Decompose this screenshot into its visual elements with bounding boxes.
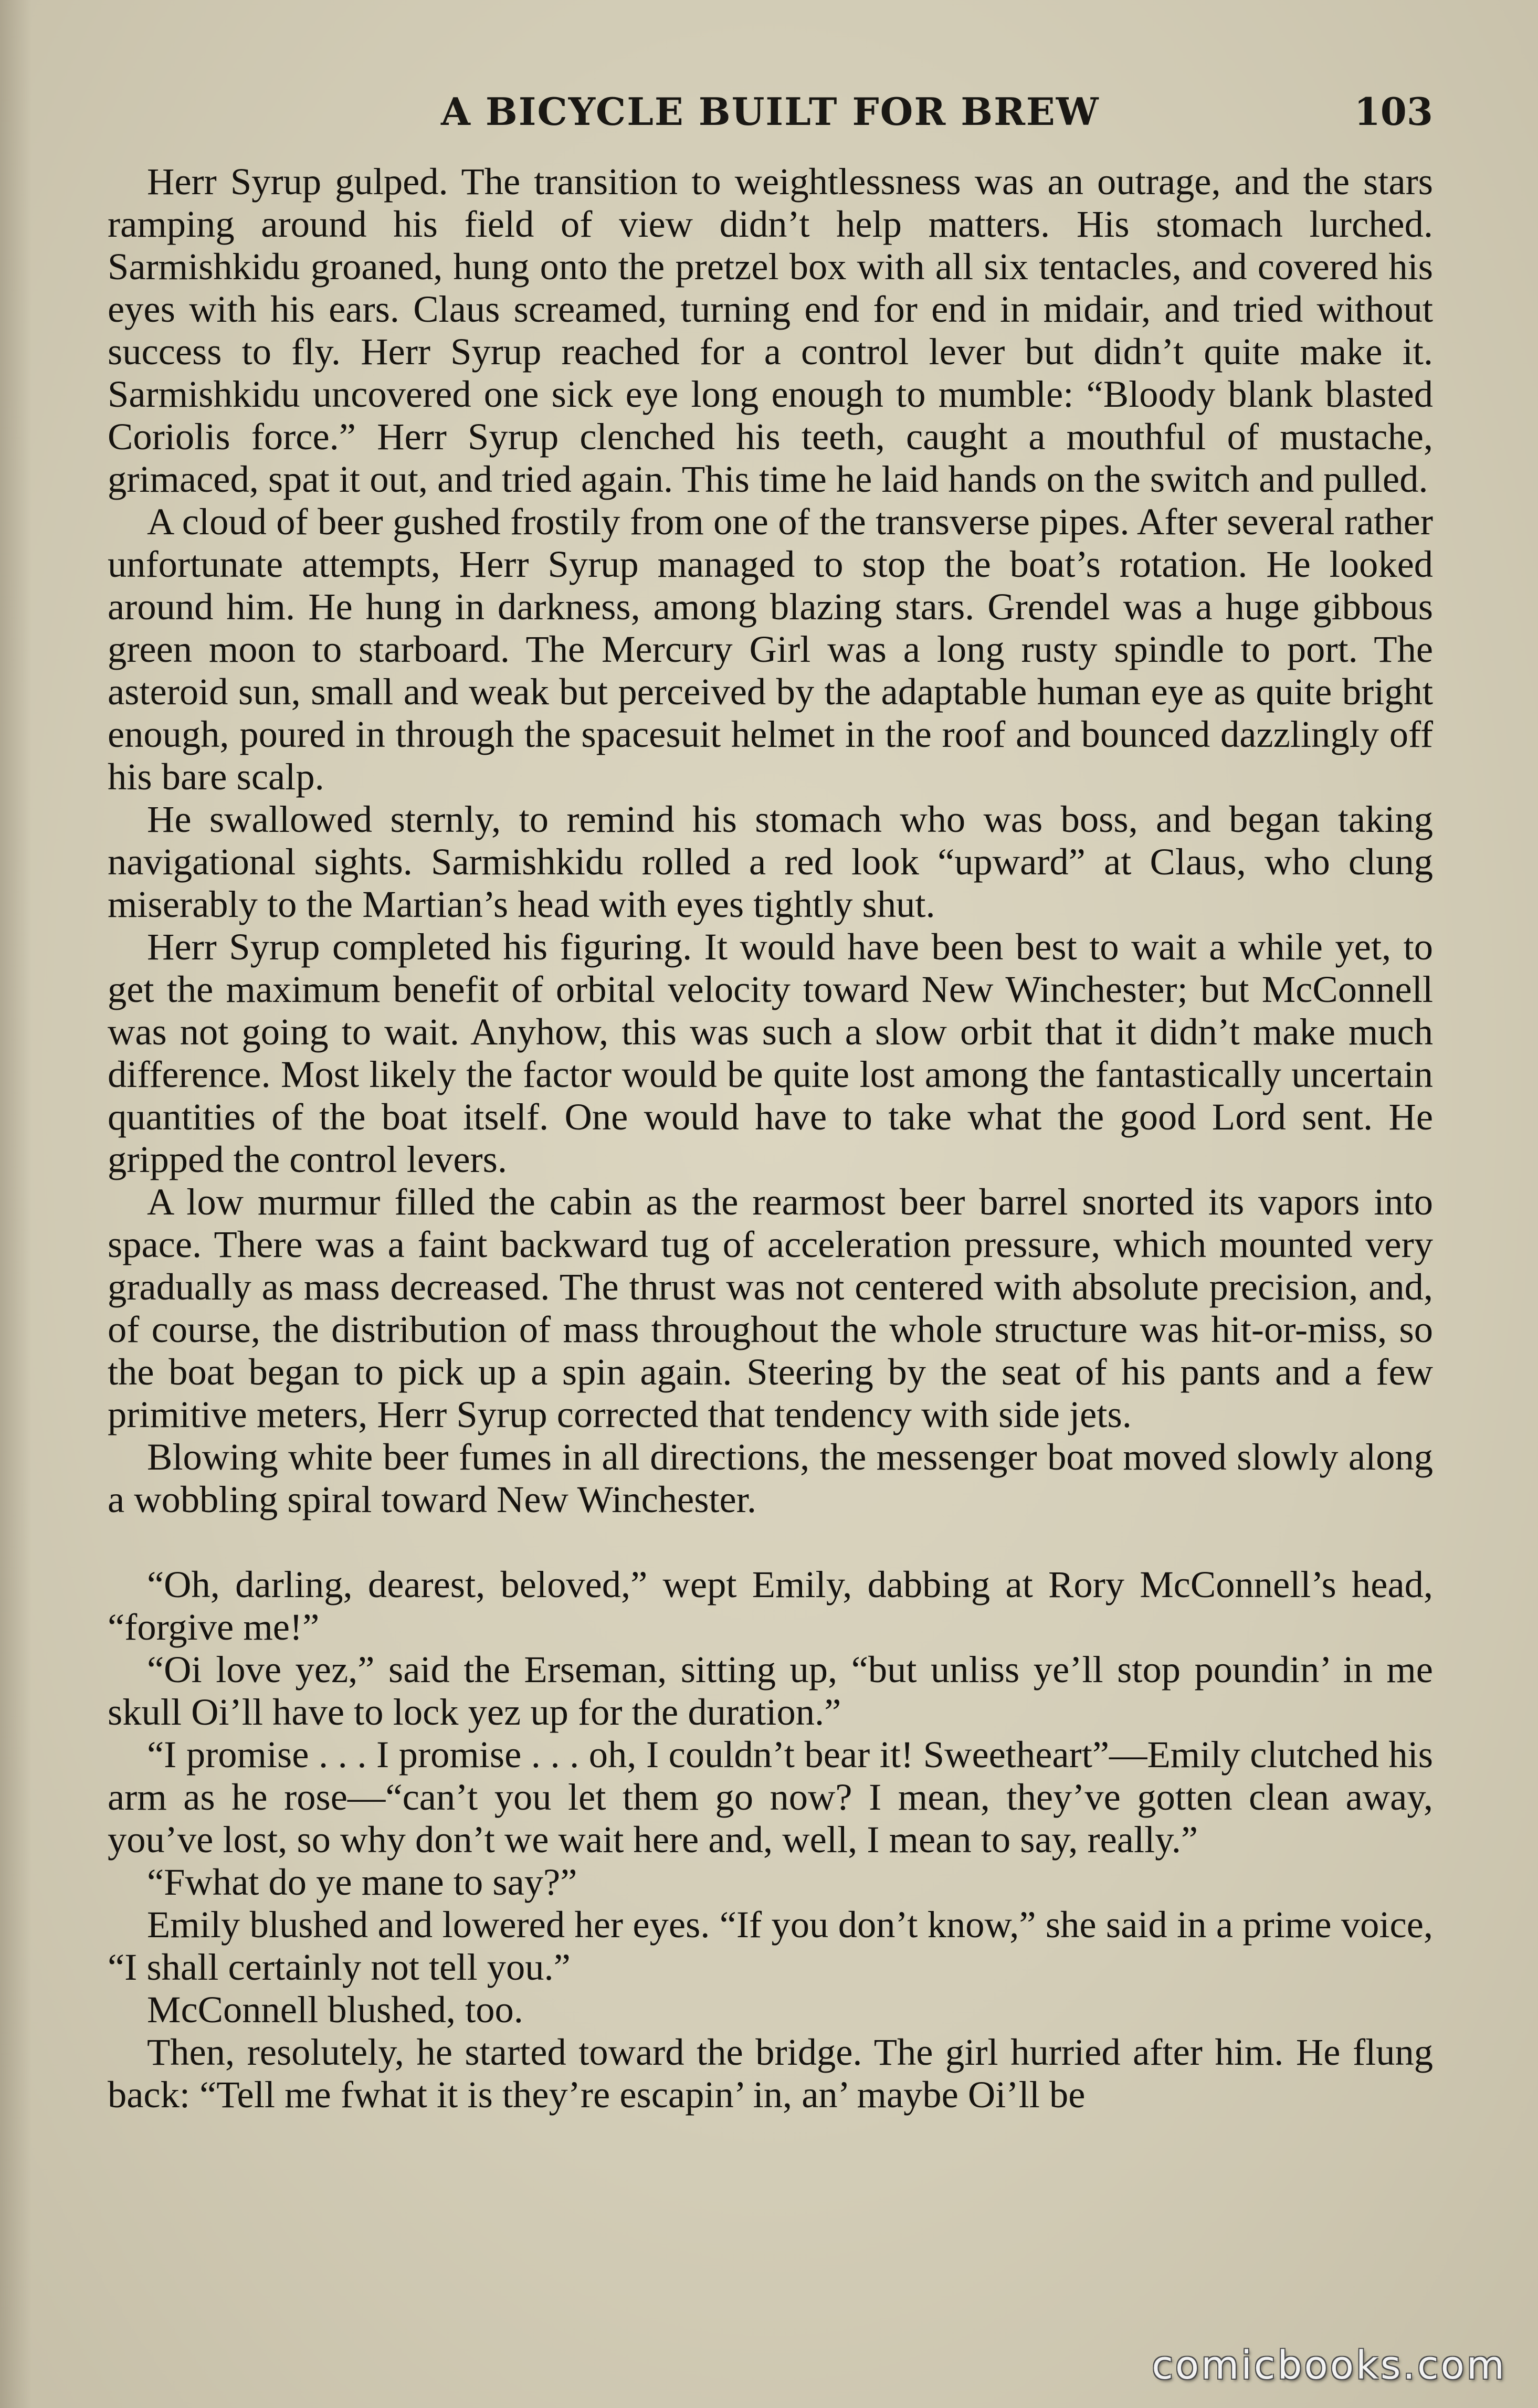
paragraph: “I promise . . . I promise . . . oh, I couldn’t bear it! Sweetheart”—Emily clutched his arm as he rose—“can’t you let them go now? I mean, they’ve gotten clean away, you’ve lost, so why don’t we wait here and, well, I mean to say, really.” (108, 1733, 1433, 1861)
page-header (105, 89, 1433, 152)
paragraph: “Fwhat do ye mane to say?” (147, 1861, 577, 1903)
paragraph: “Oi love yez,” said the Erseman, sitting up, “but unliss ye’ll stop poundin’ in me skull Oi’ll have to lock yez up for the duration.” (108, 1648, 1433, 1733)
paragraph: A cloud of beer gushed frostily from one of the transverse pipes. After several rather unfortunate attempts, Herr Syrup managed to stop the boat’s rotation. He looked around him. He hung in darkness, among blazing stars. Grendel was a huge gibbous green moon to starboard. The Mercury Girl was a long rusty spindle to port. The asteroid sun, small and weak but perceived by the adaptable human eye as quite bright enough, poured in through the spacesuit helmet in the roof and bounced dazzlingly off his bare scalp. (108, 500, 1433, 798)
paragraph: A low murmur filled the cabin as the rearmost beer barrel snorted its vapors into space. There was a faint backward tug of acceleration pressure, which mounted very gradually as mass decreased. The thrust was not centered with absolute precision, and, of course, the distribution of mass throughout the whole structure was hit-or-miss, so the boat began to pick up a spin again. Steering by the seat of his pants and a few primitive meters, Herr Syrup corrected that tendency with side jets. (108, 1180, 1433, 1435)
paragraph: Emily blushed and lowered her eyes. “If you don’t know,” she said in a prime voice, “I shall certainly not tell you.” (108, 1903, 1433, 1988)
paragraph: Herr Syrup completed his figuring. It would have been best to wait a while yet, to get the maximum benefit of orbital velocity toward New Winchester; but McConnell was not going to wait. Anyhow, this was such a slow orbit that it didn’t make much difference. Most likely the factor would be quite lost among the fantastically uncertain quantities of the boat itself. One would have to take what the good Lord sent. He gripped the control levers. (108, 925, 1433, 1180)
body-text (108, 160, 1433, 2116)
paragraph: Blowing white beer fumes in all directions, the messenger boat moved slowly along a wobbling spiral toward New Winchester. (108, 1435, 1433, 1520)
paragraph: He swallowed sternly, to remind his stomach who was boss, and began taking navigational sights. Sarmishkidu rolled a red look “upward” at Claus, who clung miserably to the Martian’s head with eyes tightly shut. (108, 798, 1433, 925)
paragraph: McConnell blushed, too. (147, 1988, 523, 2031)
section-break (108, 1520, 1433, 1563)
watermark: comicbooks.com (1152, 2343, 1507, 2388)
paragraph: “Oh, darling, dearest, beloved,” wept Emily, dabbing at Rory McConnell’s head, “forgive me!” (108, 1563, 1433, 1648)
paragraph: Herr Syrup gulped. The transition to weightlessness was an outrage, and the stars ramping around his field of view didn’t help matters. His stomach lurched. Sarmishkidu groaned, hung onto the pretzel box with all six tentacles, and covered his eyes with his ears. Claus screamed, turning end for end in midair, and tried without success to fly. Herr Syrup reached for a control lever but didn’t quite make it. Sarmishkidu uncovered one sick eye long enough to mumble: “Bloody blank blasted Coriolis force.” Herr Syrup clenched his teeth, caught a mouthful of mustache, grimaced, spat it out, and tried again. This time he laid hands on the switch and pulled. (108, 160, 1433, 500)
paragraph: Then, resolutely, he started toward the bridge. The girl hurried after him. He flung back: “Tell me fwhat it is they’re escapin’ in, an’ maybe Oi’ll be (108, 2031, 1433, 2116)
running-head: A BICYCLE BUILT FOR BREW (441, 89, 1100, 134)
page-number: 103 (1354, 89, 1433, 134)
